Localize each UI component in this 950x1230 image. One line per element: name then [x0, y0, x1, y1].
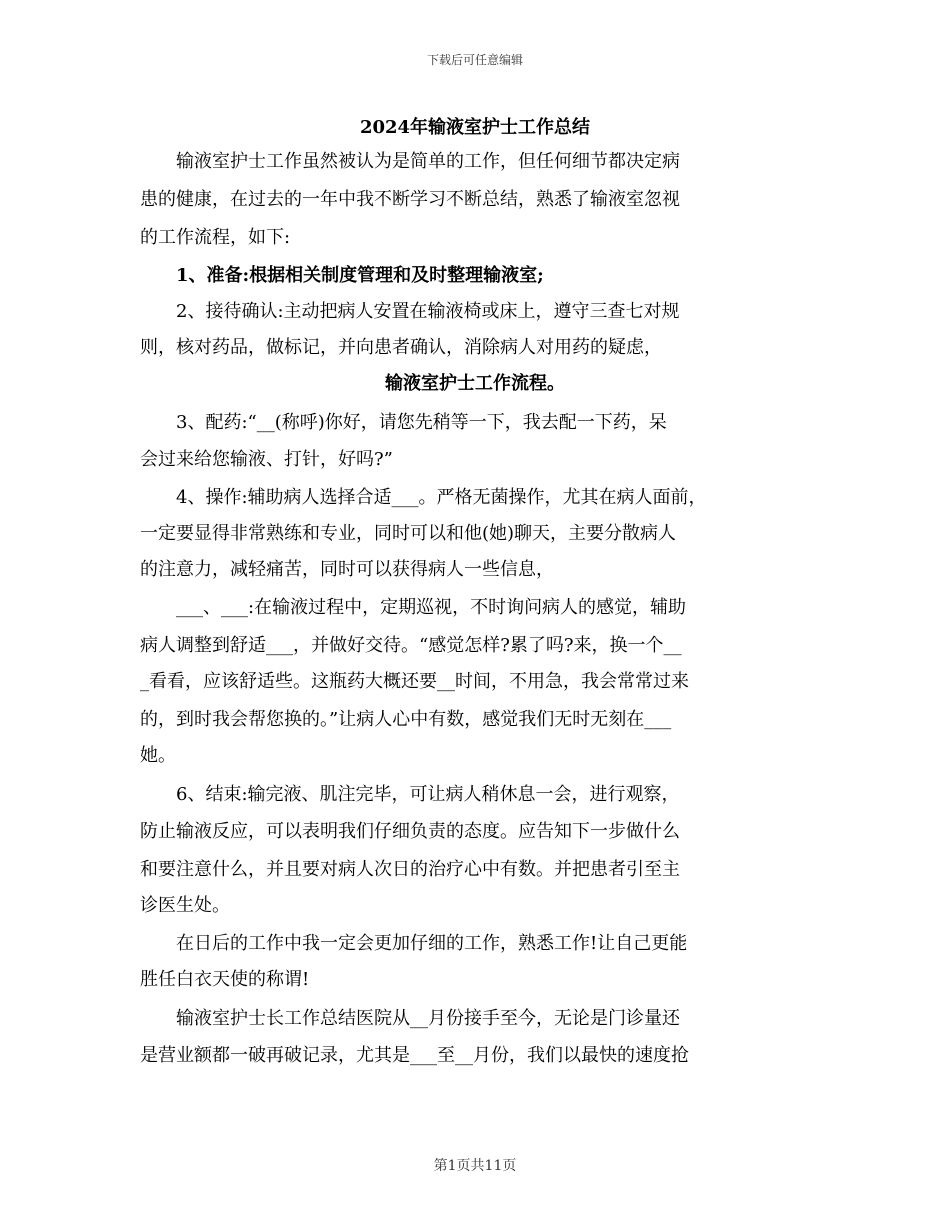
paragraph-line: ___、___:在输液过程中，定期巡视，不时询问病人的感觉，辅助: [140, 597, 687, 618]
paragraph-line: 4、操作:辅助病人选择合适___。严格无菌操作，尤其在病人面前，: [140, 487, 707, 508]
paragraph-line: 在日后的工作中我一定会更加仔细的工作，熟悉工作!让自己更能: [140, 933, 688, 954]
page-number: 第1页共11页: [433, 1158, 517, 1174]
page-header-note: 下载后可任意编辑: [426, 53, 523, 67]
paragraph-line: 1、准备:根据相关制度管理和及时整理输液室;: [140, 265, 544, 286]
paragraph-line: 是营业额都一破再破记录，尤其是___至__月份，我们以最快的速度抢: [140, 1045, 689, 1066]
paragraph-line: 患的健康，在过去的一年中我不断学习不断总结，熟悉了输液室忽视: [140, 189, 680, 210]
paragraph-line: 2、接待确认:主动把病人安置在输液椅或床上，遵守三查七对规: [140, 301, 680, 322]
paragraph-line: 3、配药:“__(称呼)你好，请您先稍等一下，我去配一下药，呆: [140, 412, 667, 433]
paragraph-line: _看看，应该舒适些。这瓶药大概还要__时间，不用急，我会常常过来: [140, 671, 689, 692]
document-title: 2024年输液室护士工作总结: [359, 117, 591, 138]
paragraph-line: 的工作流程，如下:: [140, 227, 291, 248]
paragraph-line: 她。: [140, 745, 176, 766]
paragraph-line: 的注意力，减轻痛苦，同时可以获得病人一些信息，: [140, 559, 554, 580]
paragraph-line: 6、结束:输完液、肌注完毕，可让病人稍休息一会，进行观察，: [140, 784, 680, 805]
paragraph-line: 病人调整到舒适___，并做好交待。“感觉怎样?累了吗?来，换一个__: [140, 635, 682, 656]
paragraph-line: 则，核对药品，做标记，并向患者确认，消除病人对用药的疑虑，: [140, 337, 662, 358]
section-heading: 输液室护士工作流程。: [385, 373, 565, 394]
paragraph-line: 输液室护士长工作总结医院从__月份接手至今，无论是门诊量还: [140, 1008, 680, 1029]
paragraph-line: 的，到时我会帮您换的。”让病人心中有数，感觉我们无时无刻在___: [140, 709, 672, 730]
paragraph-line: 和要注意什么，并且要对病人次日的治疗心中有数。并把患者引至主: [140, 859, 680, 880]
paragraph-line: 输液室护士工作虽然被认为是简单的工作，但任何细节都决定病: [140, 151, 680, 172]
paragraph-line: 防止输液反应，可以表明我们仔细负责的态度。应告知下一步做什么: [140, 821, 680, 842]
paragraph-line: 会过来给您输液、打针，好吗?”: [140, 449, 393, 470]
paragraph-line: 一定要显得非常熟练和专业，同时可以和他(她)聊天，主要分散病人: [140, 523, 677, 544]
paragraph-line: 诊医生处。: [140, 895, 230, 916]
paragraph-line: 胜任白衣天使的称谓!: [140, 969, 310, 990]
